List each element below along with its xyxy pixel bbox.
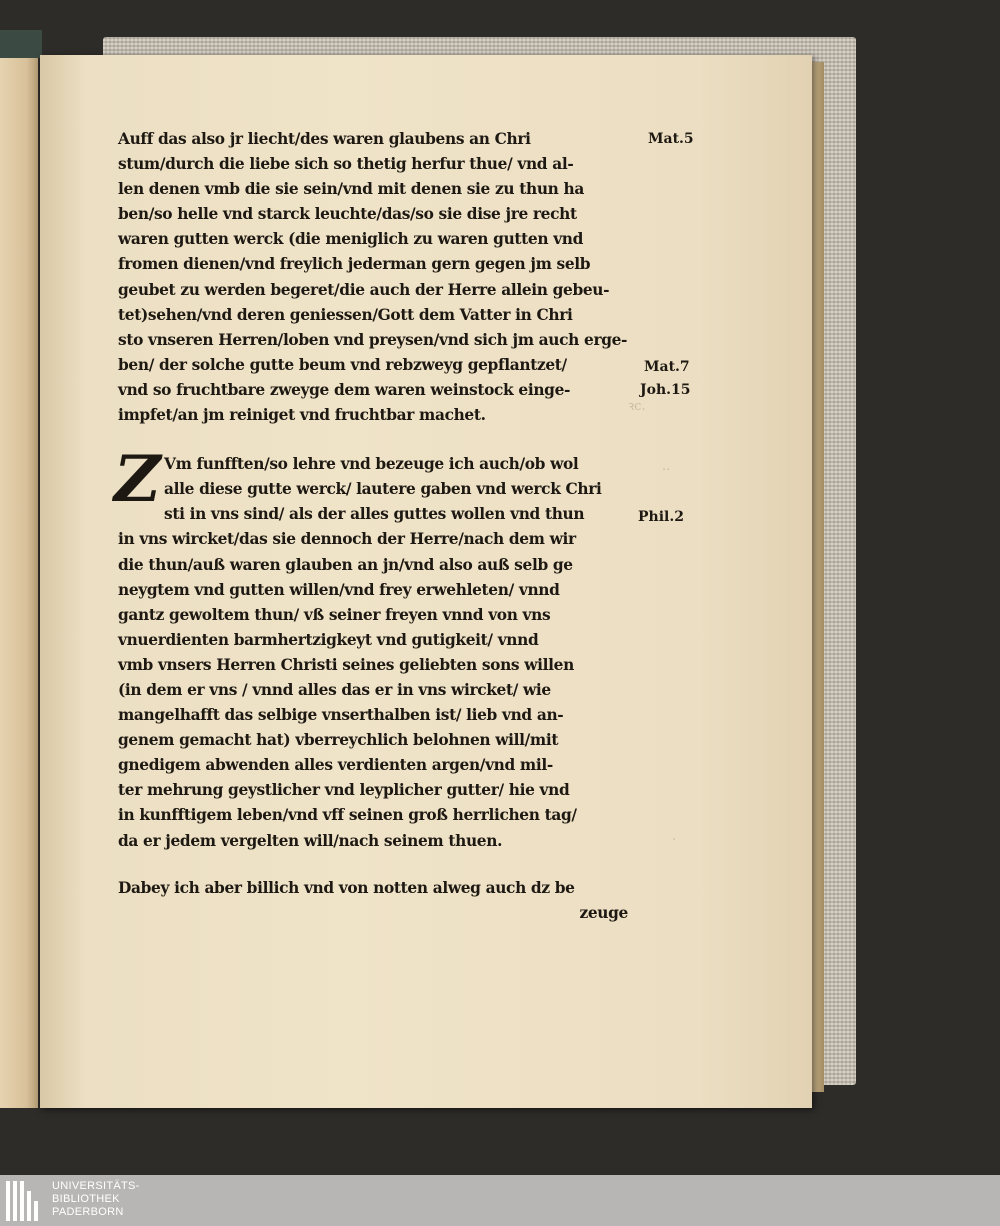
- text-line: Vm funfften/so lehre vnd bezeuge ich auch/ob wol: [164, 455, 579, 474]
- text-line: ben/so helle vnd starck leuchte/das/so sie dise jre recht: [118, 205, 577, 224]
- text-line: die thun/auß waren glauben an jn/vnd also auß selb ge: [118, 555, 573, 574]
- text-line: gnedigem abwenden alles verdienten argen/vnd mil-: [118, 756, 553, 775]
- text-line: vnd so fruchtbare zweyge dem waren weinstock einge-: [118, 380, 571, 399]
- text-line: neygtem vnd gutten willen/vnd frey erwehleten/ vnnd: [118, 580, 560, 599]
- decorated-initial: Z: [114, 442, 161, 518]
- text-line: Auff das also jr liecht/des waren glaubens an Chri: [118, 130, 531, 148]
- text-line: in vns wircket/das sie dennoch der Herre/nach dem wir: [118, 530, 576, 549]
- library-name: [52, 1180, 140, 1219]
- margin-note-phil2: Phil.2: [638, 509, 684, 525]
- library-name-line: PADERBORN: [52, 1206, 124, 1218]
- show-through-text: ..: [662, 459, 671, 474]
- text-line: gantz gewoltem thun/ vß seiner freyen vnnd von vns: [118, 605, 551, 624]
- text-line: ben/ der solche gutte beum vnd rebzweyg gepflantzet/: [118, 355, 567, 374]
- text-line: mangelhafft das selbige vnserthalben ist/ lieb vnd an-: [118, 706, 564, 725]
- text-line: fromen dienen/vnd freylich jederman gern gegen jm selb: [118, 255, 591, 274]
- show-through-text: ꝛc.: [628, 399, 646, 414]
- text-line: impfet/an jm reiniget vnd fruchtbar machet.: [118, 406, 486, 425]
- text-line: da er jedem vergelten will/nach seinem thuen.: [118, 831, 503, 850]
- text-line: (in dem er vns / vnnd alles das er in vns wircket/ wie: [118, 680, 551, 699]
- text-line: ter mehrung geystlicher vnd leyplicher gutter/ hie vnd: [118, 781, 570, 800]
- left-page-edge: [0, 58, 38, 1108]
- text-line: tet)sehen/vnd deren geniessen/Gott dem Vatter in Chri: [118, 305, 573, 324]
- paragraph-2: [114, 442, 638, 854]
- text-line: vmb vnsers Herren Christi seines geliebten sons willen: [118, 655, 574, 674]
- text-line: sto vnseren Herren/loben vnd preysen/vnd sich jm auch erge-: [118, 330, 628, 349]
- text-line: geubet zu werden begeret/die auch der Herre allein gebeu-: [118, 280, 610, 299]
- text-line: Dabey ich aber billich vnd von notten alweg auch dz be: [118, 878, 575, 897]
- text-line: alle diese gutte werck/ lautere gaben vnd werck Chri: [164, 480, 602, 499]
- library-footer-bar: [0, 1175, 1000, 1226]
- text-line: stum/durch die liebe sich so thetig herfur thue/ vnd al-: [118, 155, 574, 174]
- library-name-line: BIBLIOTHEK: [52, 1193, 120, 1205]
- library-name-line: UNIVERSITÄTS-: [52, 1180, 140, 1192]
- margin-note-mat7: Mat.7: [644, 359, 690, 375]
- margin-note-mat5: Mat.5: [648, 131, 694, 147]
- main-text: [114, 127, 638, 926]
- paragraph-1: [118, 127, 638, 428]
- text-line: sti in vns sind/ als der alles guttes wollen vnd thun: [164, 505, 585, 524]
- catchword: zeuge: [579, 903, 628, 922]
- library-logo-icon: [6, 1181, 46, 1221]
- book-spine: [0, 30, 42, 58]
- text-line: vnuerdienten barmhertzigkeyt vnd gutigkeit/ vnnd: [118, 630, 539, 649]
- margin-note-joh15: Joh.15: [640, 382, 691, 398]
- show-through-text: .: [672, 829, 677, 844]
- page-stack-edge: [812, 62, 824, 1092]
- text-line: waren gutten werck (die meniglich zu waren gutten vnd: [118, 230, 584, 249]
- text-line: len denen vmb die sie sein/vnd mit denen sie zu thun ha: [118, 180, 584, 199]
- text-line: in kunfftigem leben/vnd vff seinen groß herrlichen tag/: [118, 806, 577, 825]
- paragraph-3: [118, 876, 638, 926]
- text-line: genem gemacht hat) vberreychlich belohnen will/mit: [118, 731, 559, 750]
